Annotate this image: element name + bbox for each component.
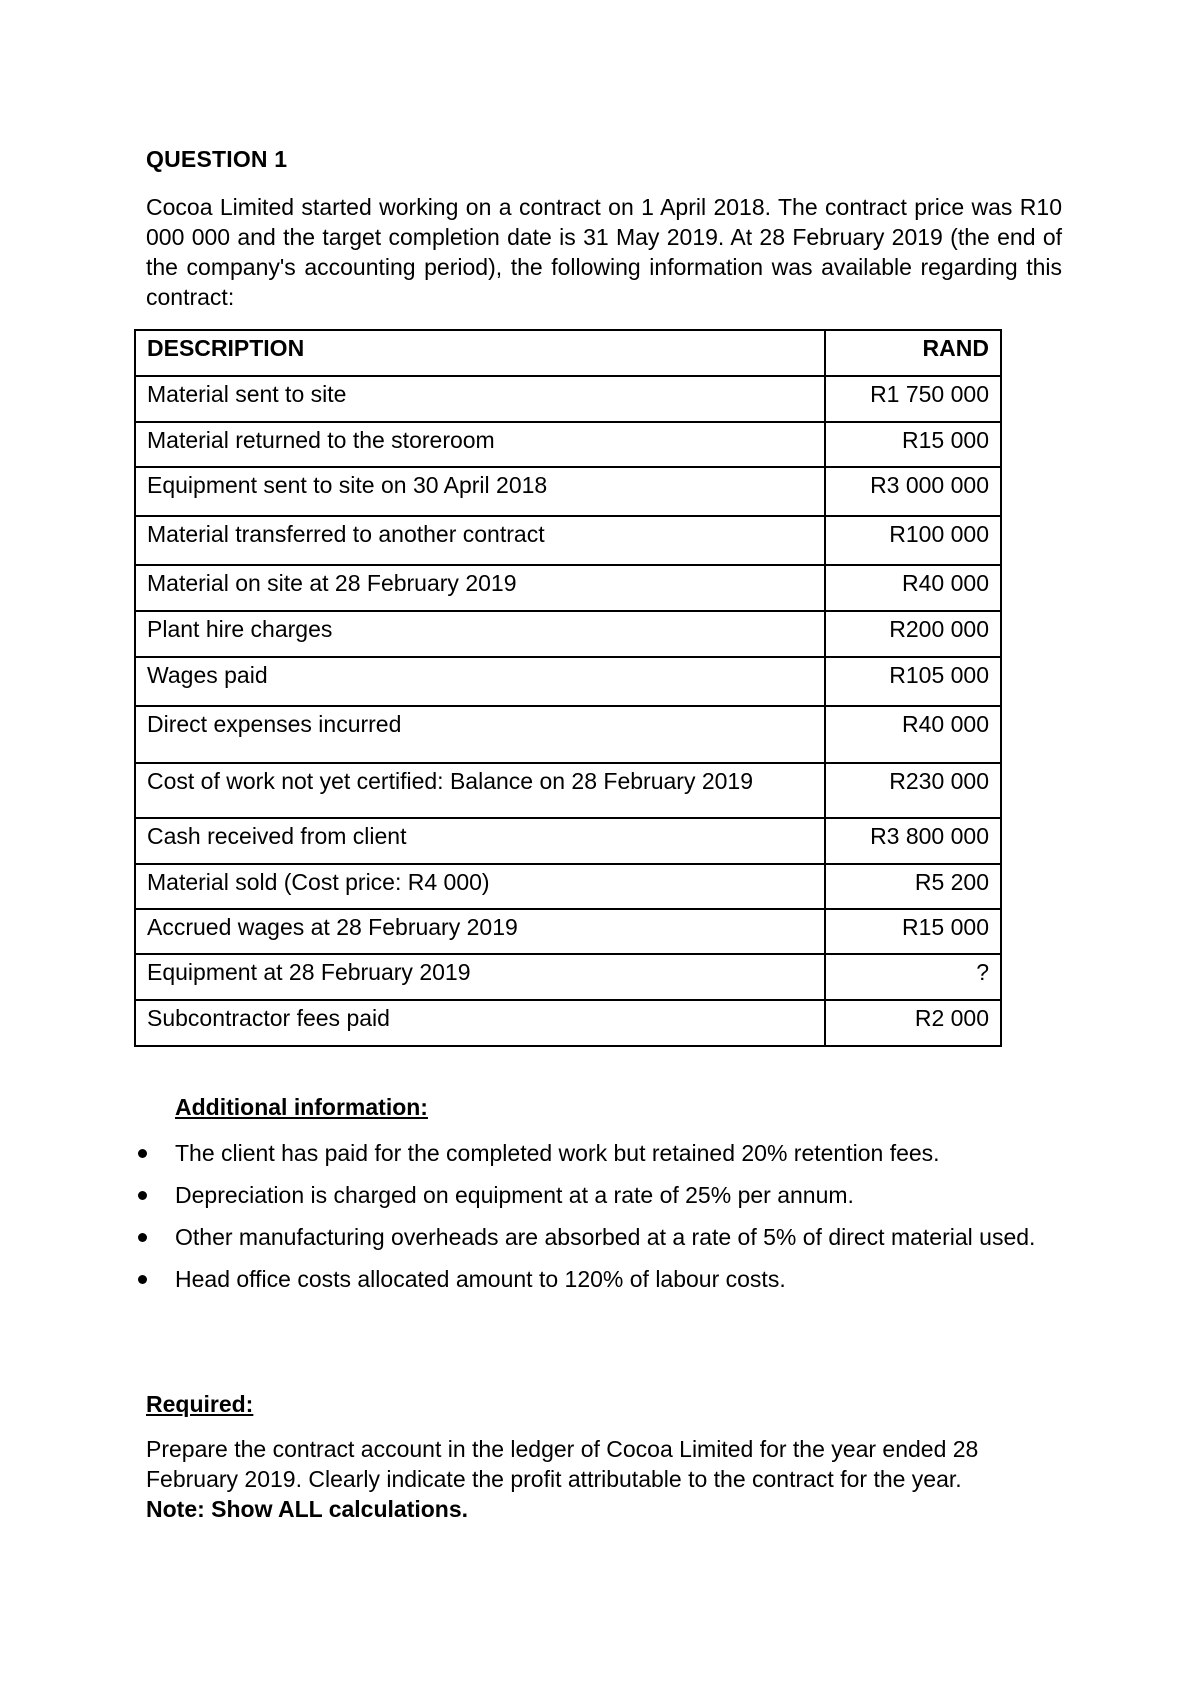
- bullet-icon: [138, 1149, 147, 1158]
- list-item-text: Other manufacturing overheads are absorbed at a rate of 5% of direct material used.: [175, 1224, 1036, 1250]
- required-instructions: Prepare the contract account in the ledger of Cocoa Limited for the year ended 28 February 2019. Clearly indicate the profit attributable to the contract for the year.: [146, 1436, 979, 1492]
- table-row: [135, 516, 1001, 565]
- list-item: [134, 1174, 1062, 1216]
- row-amount: R105 000: [825, 657, 1001, 706]
- list-item: [134, 1258, 1062, 1300]
- table-row: [135, 467, 1001, 516]
- row-amount: ?: [825, 954, 1001, 1000]
- table-row: [135, 565, 1001, 611]
- contract-information-table: [134, 329, 1002, 1047]
- row-description: Wages paid: [135, 657, 825, 706]
- list-item: [134, 1216, 1062, 1258]
- row-description: Equipment sent to site on 30 April 2018: [135, 467, 825, 516]
- row-description: Material sent to site: [135, 376, 825, 422]
- row-description: Cash received from client: [135, 818, 825, 864]
- row-description: Material returned to the storeroom: [135, 422, 825, 467]
- row-description: Material sold (Cost price: R4 000): [135, 864, 825, 909]
- table-row: [135, 909, 1001, 954]
- row-amount: R100 000: [825, 516, 1001, 565]
- row-amount: R1 750 000: [825, 376, 1001, 422]
- question-intro: Cocoa Limited started working on a contract on 1 April 2018. The contract price was R10 000 000 and the target completion date is 31 May 2019. At 28 February 2019 (the end of the company's accounting period), the following information was available regarding this contract:: [146, 194, 1062, 310]
- amount-column-header: RAND: [825, 330, 1001, 376]
- row-amount: R15 000: [825, 422, 1001, 467]
- row-description: Equipment at 28 February 2019: [135, 954, 825, 1000]
- row-amount: R230 000: [825, 763, 1001, 818]
- row-description: Material on site at 28 February 2019: [135, 565, 825, 611]
- table-row: [135, 763, 1001, 818]
- list-item-text: Head office costs allocated amount to 120% of labour costs.: [175, 1266, 786, 1292]
- question-heading: QUESTION 1: [146, 146, 288, 172]
- additional-information-title: Additional information:: [175, 1094, 428, 1120]
- bullet-icon: [138, 1233, 147, 1242]
- table-row: [135, 818, 1001, 864]
- table-row: [135, 657, 1001, 706]
- row-amount: R200 000: [825, 611, 1001, 657]
- bullet-icon: [138, 1275, 147, 1284]
- row-amount: R40 000: [825, 706, 1001, 763]
- row-description: Cost of work not yet certified: Balance on 28 February 2019: [135, 763, 825, 818]
- list-item-text: The client has paid for the completed work but retained 20% retention fees.: [175, 1140, 940, 1166]
- description-column-header: DESCRIPTION: [135, 330, 825, 376]
- row-description: Direct expenses incurred: [135, 706, 825, 763]
- bullet-icon: [138, 1191, 147, 1200]
- row-description: Material transferred to another contract: [135, 516, 825, 565]
- row-description: Accrued wages at 28 February 2019: [135, 909, 825, 954]
- table-header-row: [135, 330, 1001, 376]
- row-amount: R5 200: [825, 864, 1001, 909]
- table-row: [135, 954, 1001, 1000]
- table-row: [135, 376, 1001, 422]
- table-row: [135, 864, 1001, 909]
- row-amount: R3 800 000: [825, 818, 1001, 864]
- table-row: [135, 422, 1001, 467]
- row-amount: R40 000: [825, 565, 1001, 611]
- table-row: [135, 706, 1001, 763]
- row-description: Subcontractor fees paid: [135, 1000, 825, 1046]
- row-amount: R3 000 000: [825, 467, 1001, 516]
- row-amount: R2 000: [825, 1000, 1001, 1046]
- table-row: [135, 1000, 1001, 1046]
- additional-information-list: [134, 1132, 1062, 1300]
- required-title: Required:: [146, 1391, 254, 1417]
- table-row: [135, 611, 1001, 657]
- calculation-note: Note: Show ALL calculations.: [146, 1496, 469, 1522]
- list-item-text: Depreciation is charged on equipment at a rate of 25% per annum.: [175, 1182, 854, 1208]
- row-amount: R15 000: [825, 909, 1001, 954]
- list-item: [134, 1132, 1062, 1174]
- row-description: Plant hire charges: [135, 611, 825, 657]
